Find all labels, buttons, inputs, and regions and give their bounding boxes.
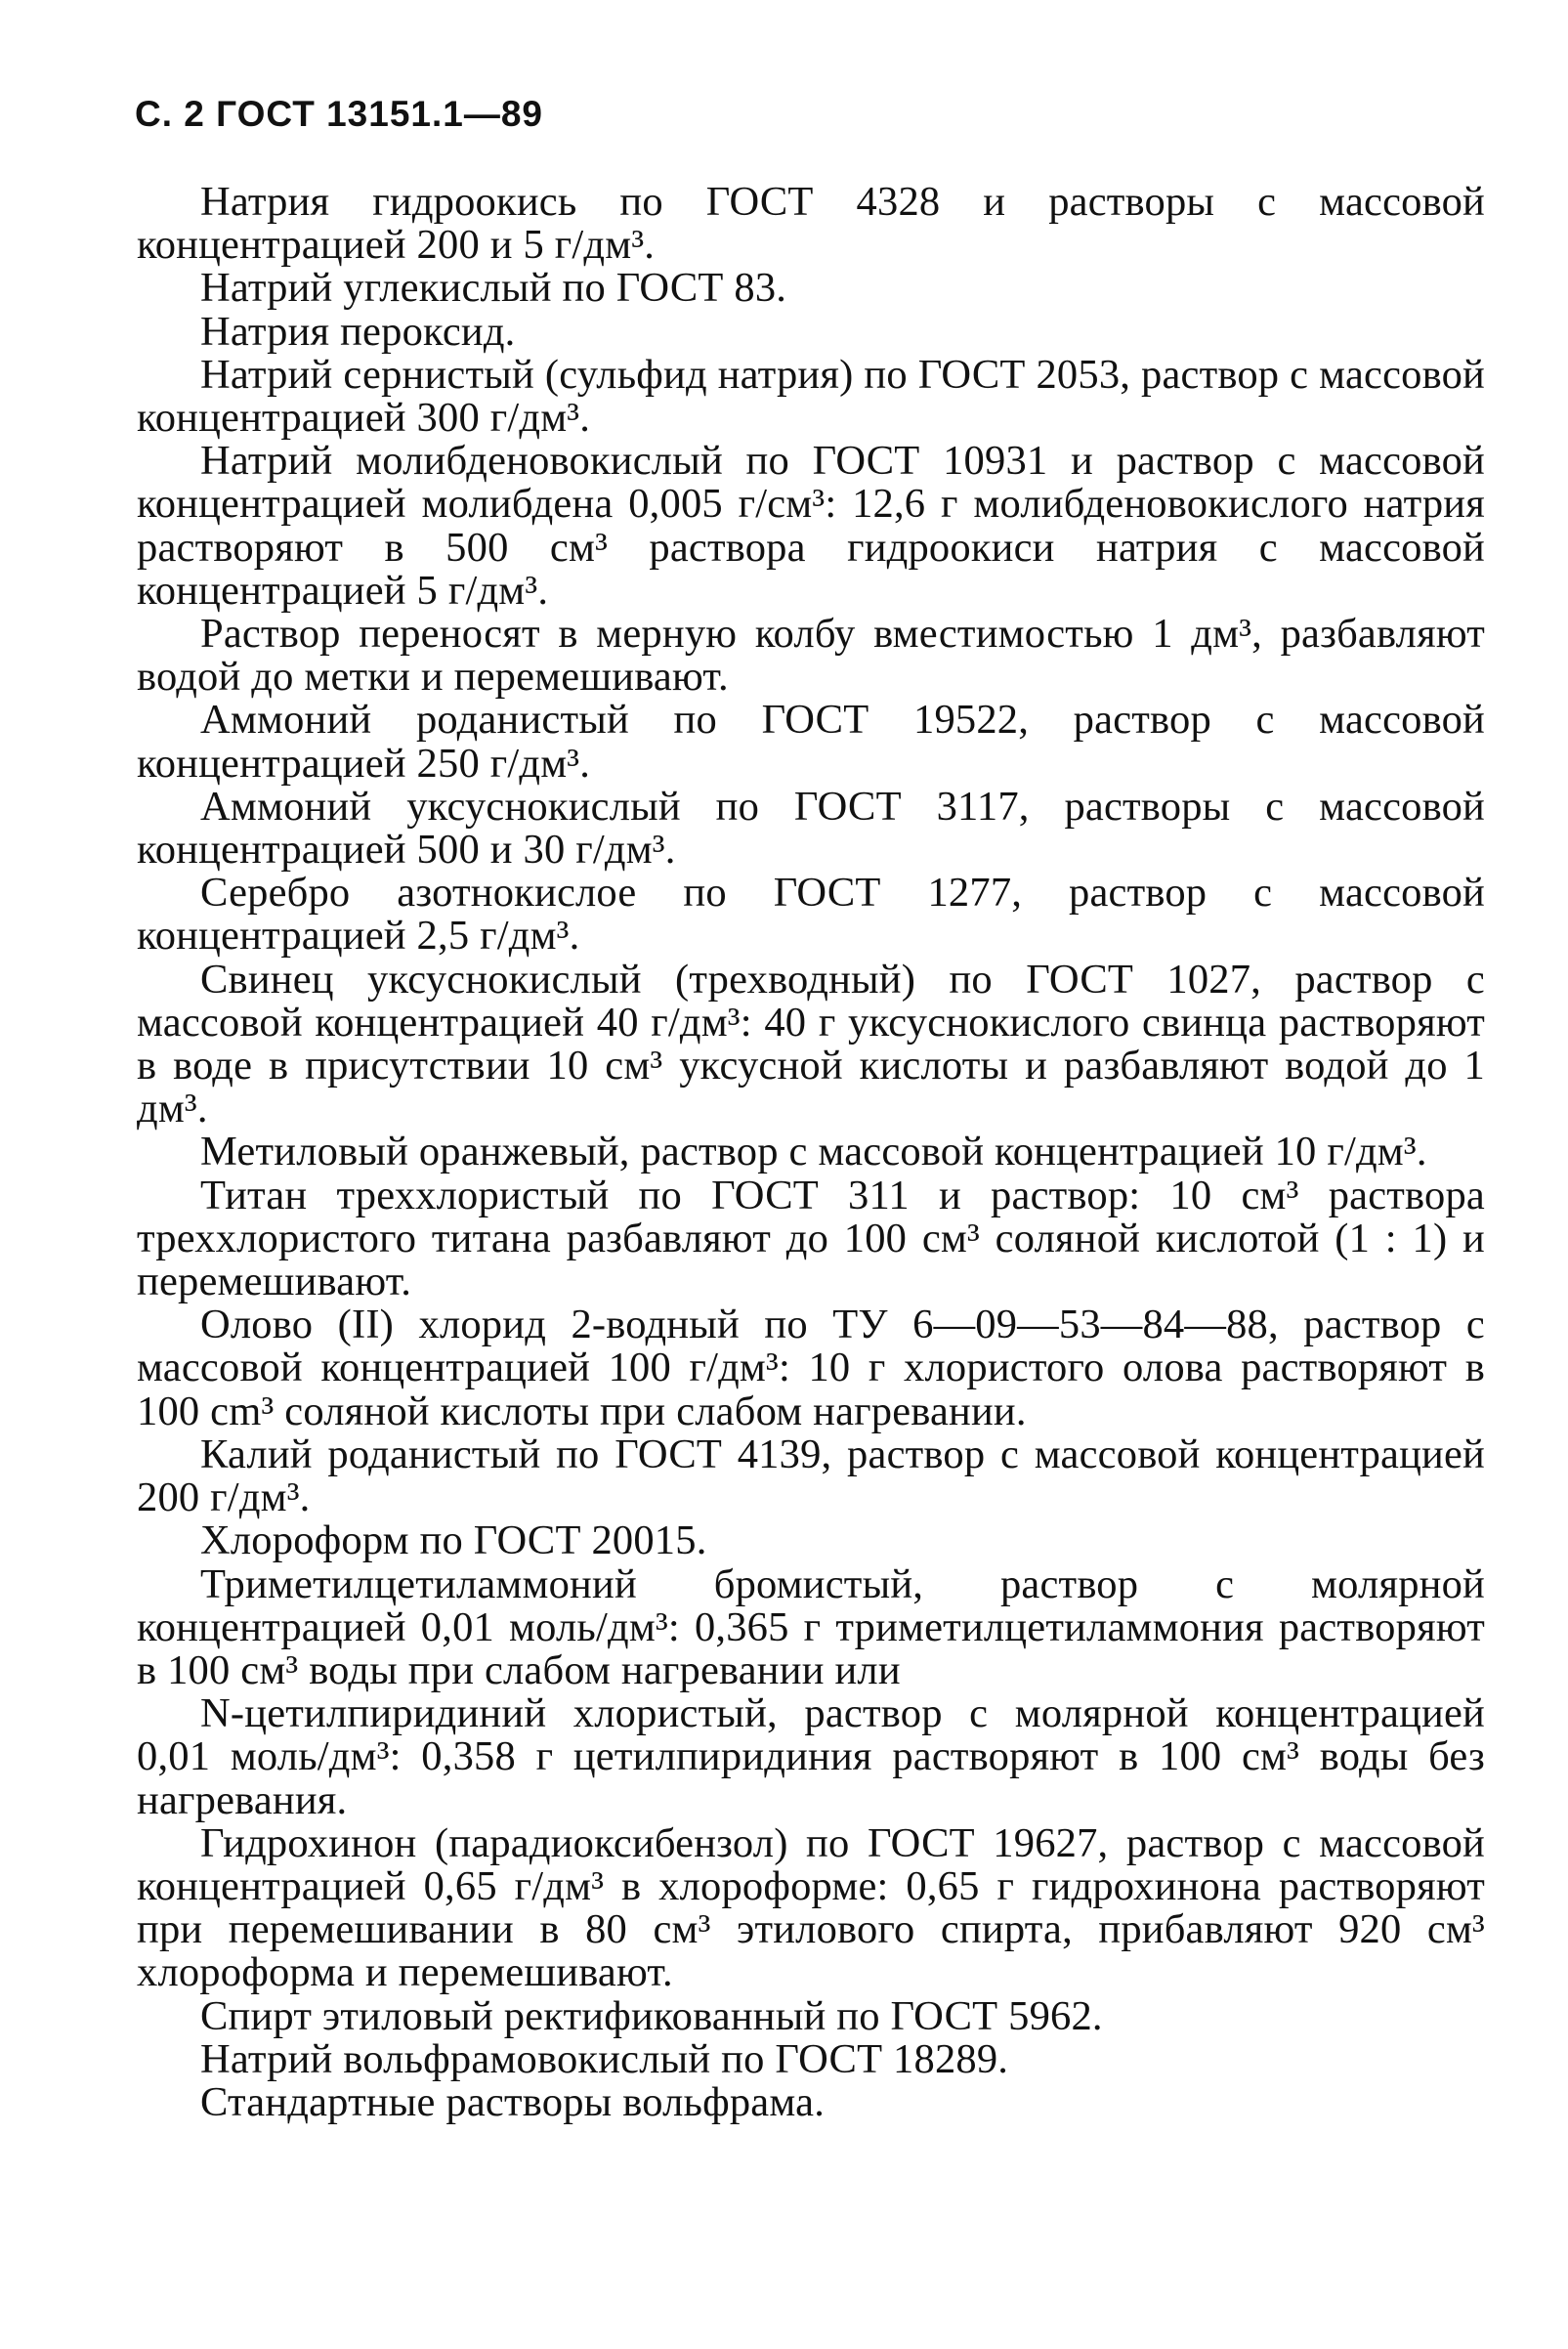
- paragraph: Раствор переносят в мерную колбу вместимостью 1 дм³, разбавляют водой до метки и перемешивают.: [137, 611, 1485, 701]
- paragraph: Спирт этиловый ректификованный по ГОСТ 5962.: [200, 1992, 1103, 2039]
- paragraph: Титан треххлористый по ГОСТ 311 и раствор: 10 см³ раствора треххлористого титана разбавляют до 100 см³ соляной кислотой (1 : 1) и перемешивают.: [137, 1172, 1485, 1305]
- paragraph: Триметилцетиламмоний бромистый, раствор с молярной концентрацией 0,01 моль/дм³: 0,365 г триметилцетиламмония растворяют в 100 см³ воды при слабом нагревании или: [137, 1560, 1485, 1693]
- paragraph: Хлороформ по ГОСТ 20015.: [200, 1517, 707, 1564]
- paragraph: Стандартные растворы вольфрама.: [200, 2078, 826, 2125]
- paragraph: Натрия пероксид.: [200, 308, 516, 355]
- paragraph: Натрия гидроокись по ГОСТ 4328 и растворы с массовой концентрацией 200 и 5 г/дм³.: [137, 179, 1485, 269]
- page-header: С. 2 ГОСТ 13151.1—89: [135, 94, 543, 134]
- paragraph: Метиловый оранжевый, раствор с массовой концентрацией 10 г/дм³.: [200, 1129, 1427, 1175]
- paragraph: Калий роданистый по ГОСТ 4139, раствор с массовой концентрацией 200 г/дм³.: [137, 1431, 1485, 1521]
- paragraph: Натрий углекислый по ГОСТ 83.: [200, 265, 787, 312]
- paragraph: Свинец уксуснокислый (трехводный) по ГОСТ 1027, раствор с массовой концентрацией 40 г/дм³: 40 г уксуснокислого свинца растворяют в воде в присутствии 10 см³ уксусной кислоты и разбавляют водой до 1 дм³.: [137, 956, 1485, 1132]
- paragraph: Натрий молибденовокислый по ГОСТ 10931 и раствор с массовой концентрацией молибдена 0,005 г/см³: 12,6 г молибденовокислого натрия растворяют в 500 см³ раствора гидроокиси натрия с массовой концентрацией 5 г/дм³.: [137, 438, 1485, 614]
- paragraph: Олово (II) хлорид 2-водный по ТУ 6—09—53—84—88, раствор с массовой концентрацией 100 г/дм³: 10 г хлористого олова растворяют в 100 cm³ соляной кислоты при слабом нагревании.: [137, 1302, 1485, 1434]
- paragraph: N-цетилпиридиний хлористый, раствор с молярной концентрацией 0,01 моль/дм³: 0,358 г цетилпиридиния растворяют в 100 см³ воды без нагревания.: [137, 1690, 1485, 1823]
- paragraph: Натрий вольфрамовокислый по ГОСТ 18289.: [200, 2035, 1009, 2082]
- paragraph: Аммоний роданистый по ГОСТ 19522, раствор с массовой концентрацией 250 г/дм³.: [137, 697, 1485, 787]
- paragraph: Натрий сернистый (сульфид натрия) по ГОСТ 2053, раствор с массовой концентрацией 300 г/дм³.: [137, 351, 1485, 442]
- paragraph: Гидрохинон (парадиоксибензол) по ГОСТ 19627, раствор с массовой концентрацией 0,65 г/дм³ в хлороформе: 0,65 г гидрохинона растворяют при перемешивании в 80 см³ этилового спирта, прибавляют 920 см³ хлороформа и перемешивают.: [137, 1819, 1485, 1996]
- paragraph: Серебро азотнокислое по ГОСТ 1277, раствор с массовой концентрацией 2,5 г/дм³.: [137, 870, 1485, 960]
- reagent-list: [137, 181, 1485, 2124]
- paragraph: Аммоний уксуснокислый по ГОСТ 3117, растворы с массовой концентрацией 500 и 30 г/дм³.: [137, 783, 1485, 874]
